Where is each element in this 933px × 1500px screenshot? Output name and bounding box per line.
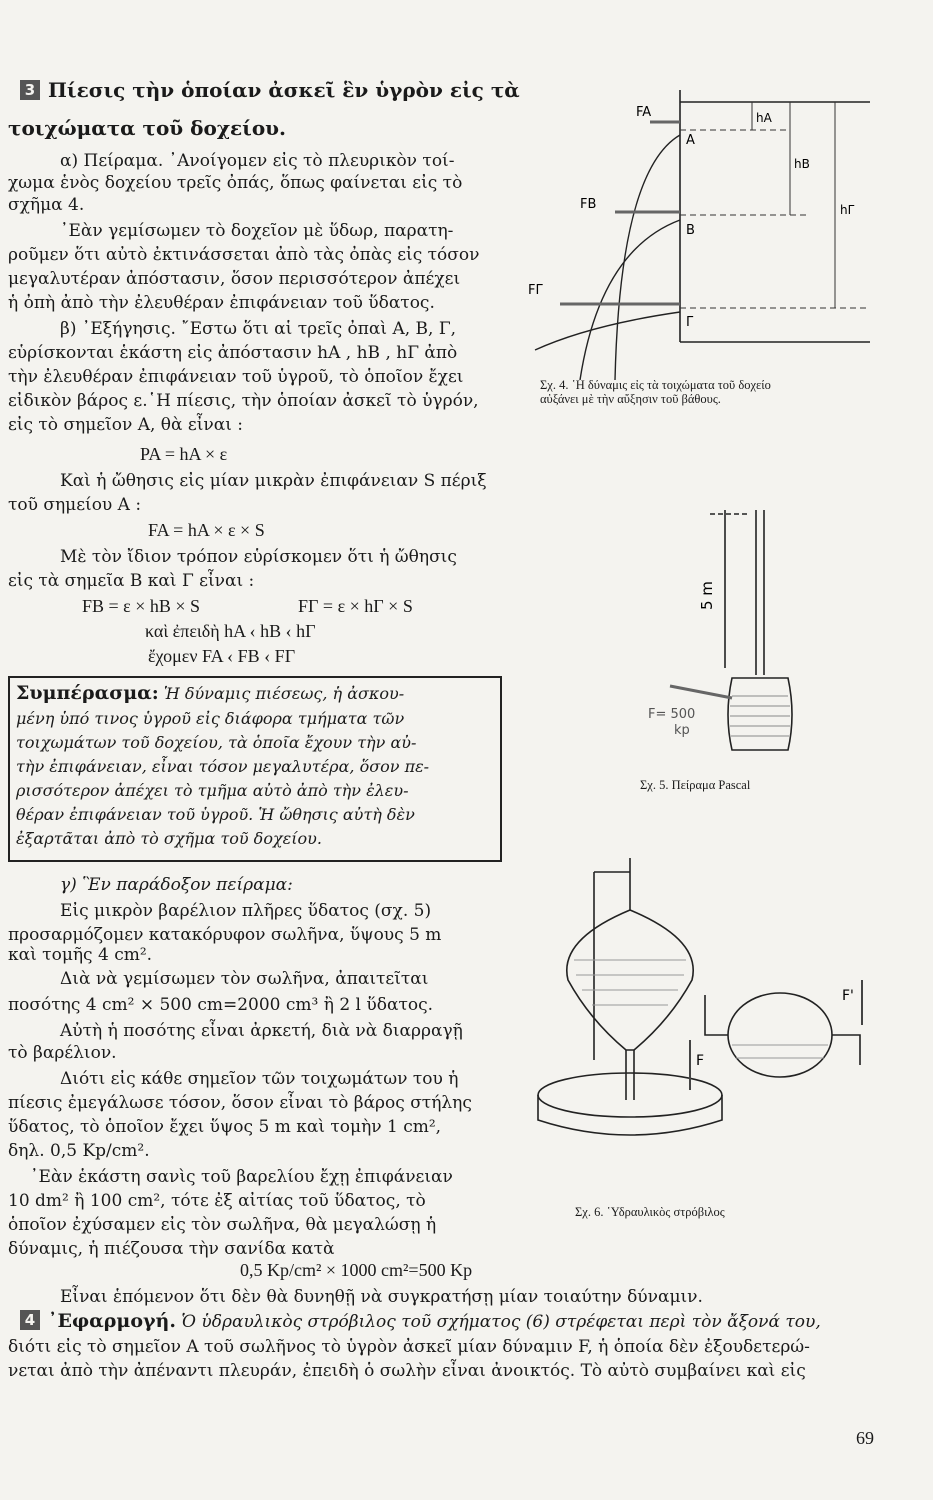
- conclusion-line: ἐξαρτᾶται ἀπὸ τὸ σχῆμα τοῦ δοχείου.: [16, 829, 322, 848]
- funnel-vessel: [567, 910, 693, 1050]
- body-line: πίεσις ἐμεγάλωσε τόσον, ὅσον εἶναι τὸ βάρος στήλης: [8, 1093, 472, 1113]
- formula-force-a: FA = hA × ε × S: [148, 520, 265, 540]
- section-3-heading: [20, 76, 520, 104]
- conclusion-text: Ἡ δύναμις πιέσεως, ἡ ἀσκου-: [163, 684, 405, 703]
- body-line: διότι εἰς τὸ σημεῖον Α τοῦ σωλῆνος τὸ ὑγρὸν ἀσκεῖ μίαν δύναμιν F, ἡ ὁποία δὲν ἐξουδετερώ-: [8, 1337, 810, 1357]
- body-line: εἰδικὸν βάρος ε.῾Η πίεσις, τὴν ὁποίαν ἀσκεῖ τὸ ὑγρόν,: [8, 391, 479, 411]
- page-number: 69: [856, 1428, 874, 1448]
- force-label-2: kp: [674, 723, 690, 738]
- body-line: Μὲ τὸν ἴδιον τρόπον εὑρίσκομεν ὅτι ἡ ὤθησις: [60, 547, 457, 567]
- conclusion-line: ρισσότερον ἀπέχει τὸ τμῆμα αὐτὸ ἀπὸ τὴν ἐλευ-: [16, 781, 409, 800]
- body-line: χωμα ἑνὸς δοχείου τρεῖς ὀπάς, ὅπως φαίνεται εἰς τὸ: [8, 173, 463, 193]
- body-line: τὴν ἐλευθέραν ἐπιφάνειαν τοῦ ὑγροῦ, τὸ ὁποῖον ἔχει: [8, 367, 464, 387]
- conclusion-line: θέραν ἐπιφάνειαν τοῦ ὑγροῦ. Ἡ ὤθησις αὐτὴ δὲν: [16, 805, 415, 824]
- barrel: [728, 678, 792, 750]
- figure-6-caption: Σχ. 6. ῾Υδραυλικὸς στρόβιλος: [575, 1205, 725, 1219]
- body-line: εἰς τὸ σημεῖον Α, θὰ εἶναι :: [8, 415, 244, 435]
- jet-b: [580, 220, 680, 380]
- jet-a: [615, 135, 680, 380]
- formula-pressure-a: PA = hA × ε: [140, 444, 228, 464]
- conclusion-line: τὴν ἐπιφάνειαν, εἶναι τόσον μεγαλυτέρα, ὅσον πε-: [16, 757, 430, 776]
- body-line: Εἶναι ἑπόμενον ὅτι δὲν θὰ δυνηθῇ νὰ συγκρατήσῃ μίαν τοιαύτην δύναμιν.: [60, 1287, 703, 1307]
- section-number-badge: 3: [20, 80, 40, 100]
- conclusion-line: τοιχωμάτων τοῦ δοχείου, τὰ ὁποῖα ἔχουν τὴν αὐ-: [16, 733, 417, 752]
- paradox-heading: γ) Ἓν παράδοξον πείραμα:: [60, 875, 293, 895]
- body-line: εὑρίσκονται ἑκάστη εἰς ἀπόστασιν hA , hB , hΓ ἀπὸ: [8, 343, 458, 363]
- body-line: προσαρμόζομεν κατακόρυφον σωλῆνα, ὕψους 5 m: [8, 925, 442, 945]
- body-line: β) ᾿Εξήγησις. ῎Εστω ὅτι αἱ τρεῖς ὀπαὶ Α, Β, Γ,: [60, 319, 457, 339]
- body-line: δύναμις, ἡ πιέζουσα τὴν σανίδα κατὰ: [8, 1239, 335, 1259]
- section-4-text: Ὁ ὑδραυλικὸς στρόβιλος τοῦ σχήματος (6) στρέφεται περὶ τὸν ἄξονά του,: [181, 1312, 821, 1332]
- figure-4-caption-1: Σχ. 4. ῾Η δύναμις εἰς τὰ τοιχώματα τοῦ δοχείο: [540, 378, 771, 392]
- conclusion-line1: [16, 682, 404, 705]
- figure-5-diagram: [640, 500, 800, 760]
- label-hg: hΓ: [840, 203, 855, 217]
- body-line: ὁποῖον ἐχύσαμεν εἰς τὸν σωλῆνα, θὰ μεγαλώσῃ ἡ: [8, 1215, 437, 1235]
- label-a: A: [686, 133, 695, 148]
- body-line: ὕδατος, τὸ ὁποῖον ἔχει ὕψος 5 m καὶ τομὴν 1 cm²,: [8, 1117, 442, 1137]
- sphere-vessel: [728, 993, 832, 1077]
- body-line: 10 dm² ἢ 100 cm², τότε ἐξ αἰτίας τοῦ ὕδατος, τὸ: [8, 1191, 426, 1211]
- body-line: ποσότης 4 cm² × 500 cm=2000 cm³ ἢ 2 l ὕδατος.: [8, 995, 434, 1015]
- label-fg: FΓ: [528, 283, 543, 298]
- label-f: F: [696, 1053, 705, 1069]
- section-3-title-line2: τοιχώματα τοῦ δοχείου.: [8, 116, 286, 140]
- label-ha: hA: [756, 111, 772, 125]
- label-g: Γ: [686, 315, 694, 330]
- label-fa: FA: [636, 105, 652, 120]
- force-label-1: F= 500: [648, 707, 696, 722]
- body-line: ροῦμεν ὅτι αὐτὸ ἐκτινάσσεται ἀπὸ τὰς ὀπὰς εἰς τόσον: [8, 245, 480, 265]
- body-line: εἰς τὰ σημεῖα Β καὶ Γ εἶναι :: [8, 571, 255, 591]
- body-line: ᾿Εὰν ἑκάστη σανὶς τοῦ βαρελίου ἔχῃ ἐπιφάνειαν: [30, 1167, 453, 1187]
- body-line: α) Πείραμα. ᾿Ανοίγομεν εἰς τὸ πλευρικὸν τοί-: [60, 151, 455, 171]
- section-4-line1: [20, 1310, 821, 1334]
- label-f2: F': [842, 988, 854, 1004]
- height-label: 5 m: [698, 581, 716, 610]
- jet-g: [535, 312, 680, 350]
- conclusion-label: Συμπέρασμα:: [16, 682, 159, 704]
- formula-force-g: FΓ = ε × hΓ × S: [298, 596, 413, 616]
- side-tube-left: [705, 995, 728, 1035]
- body-line: τοῦ σημείου Α :: [8, 495, 142, 515]
- body-line: ᾿Εὰν γεμίσωμεν τὸ δοχεῖον μὲ ὕδωρ, παρατη-: [60, 221, 454, 241]
- body-line: σχῆμα 4.: [8, 195, 85, 215]
- figure-4-caption-2: αὐξάνει μὲ τὴν αὔξησιν τοῦ βάθους.: [540, 392, 721, 406]
- label-hb: hB: [794, 157, 810, 171]
- figure-4-diagram: [520, 80, 880, 380]
- formula-inequality-h: καὶ ἐπειδὴ hA ‹ hB ‹ hΓ: [145, 621, 316, 641]
- body-line: μεγαλυτέραν ἀπόστασιν, ὅσον περισσότερον ἀπέχει: [8, 269, 461, 289]
- section-number-badge: 4: [20, 1310, 40, 1330]
- label-fb: FB: [580, 197, 597, 212]
- body-line: ἡ ὀπὴ ἀπὸ τὴν ἐλευθέραν ἐπιφάνειαν τοῦ ὕδατος.: [8, 293, 435, 313]
- conclusion-line: μένη ὑπό τινος ὑγροῦ εἰς διάφορα τμήματα τῶν: [16, 709, 405, 728]
- figure-6-diagram: [530, 850, 890, 1150]
- body-line: Διότι εἰς κάθε σημεῖον τῶν τοιχωμάτων του ἡ: [60, 1069, 459, 1089]
- side-tube-right: [832, 1035, 860, 1065]
- body-line: νεται ἀπὸ τὴν ἀπέναντι πλευράν, ἐπειδὴ ὁ σωλὴν εἶναι ἀνοικτός. Τὸ αὐτὸ συμβαίνει καὶ εἰς: [8, 1361, 806, 1381]
- body-line: Διὰ νὰ γεμίσωμεν τὸν σωλῆνα, ἀπαιτεῖται: [60, 969, 429, 989]
- body-line: δηλ. 0,5 Kp/cm².: [8, 1141, 150, 1161]
- section-3-title-line1: Πίεσις τὴν ὁποίαν ἀσκεῖ ἓν ὑγρὸν εἰς τὰ: [48, 78, 520, 102]
- force-arrow: [670, 686, 732, 698]
- figure-5-caption: Σχ. 5. Πείραμα Pascal: [640, 778, 751, 792]
- basin-side: [538, 1095, 722, 1135]
- formula-inequality-f: ἔχομεν FA ‹ FB ‹ FΓ: [148, 646, 296, 666]
- formula-force-b: FB = ε × hB × S: [82, 596, 201, 616]
- body-line: Εἰς μικρὸν βαρέλιον πλῆρες ὕδατος (σχ. 5): [60, 901, 432, 921]
- label-b: B: [686, 223, 695, 238]
- basin-top: [538, 1073, 722, 1117]
- body-line: Καὶ ἡ ὤθησις εἰς μίαν μικρὰν ἐπιφάνειαν S πέριξ: [60, 471, 487, 491]
- body-line: Αὐτὴ ἡ ποσότης εἶναι ἀρκετή, διὰ νὰ διαρραγῇ: [60, 1021, 463, 1041]
- body-line: καὶ τομῆς 4 cm².: [8, 945, 153, 965]
- body-line: τὸ βαρέλιον.: [8, 1043, 117, 1063]
- formula-total-force: 0,5 Kp/cm² × 1000 cm²=500 Kp: [240, 1260, 473, 1280]
- section-4-title: ᾿Εφαρμογή.: [48, 1310, 176, 1332]
